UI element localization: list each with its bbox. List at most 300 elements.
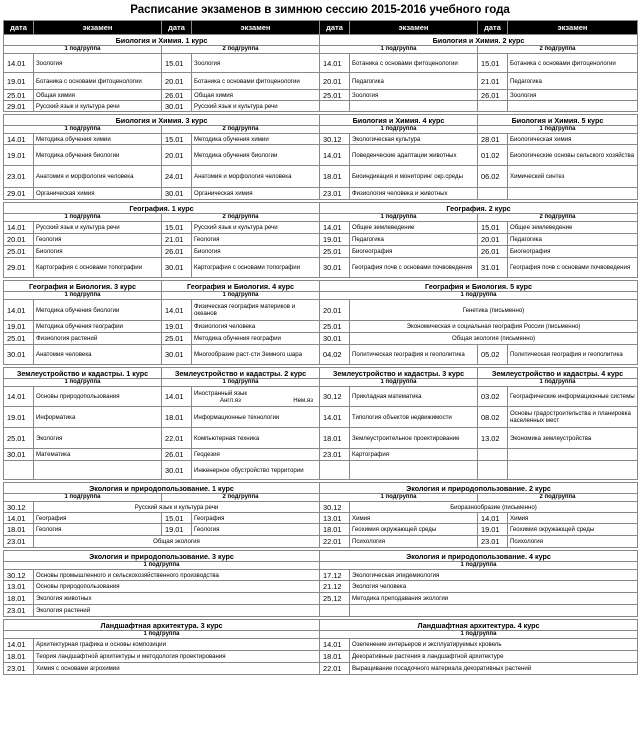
language-german: Нем.яз xyxy=(293,396,313,404)
section-title-row xyxy=(4,483,638,494)
exam-date: 18.01 xyxy=(320,651,350,663)
exam-date: 14.01 xyxy=(4,54,34,73)
exam-date: 25.01 xyxy=(320,321,350,333)
date-header: дата xyxy=(478,21,508,35)
exam-date: 14.01 xyxy=(320,54,350,73)
exam-subject: Физиология человека и животных xyxy=(350,188,478,200)
exam-subject: Экология растений xyxy=(34,605,320,617)
exam-subject: Педагогика xyxy=(350,73,478,90)
page-title: Расписание экзаменов в зимнюю сессию 2015-2016 учебного года xyxy=(130,4,510,16)
subgroup-label: 1 подгруппа xyxy=(320,214,478,222)
table-row xyxy=(4,536,638,548)
exam-subject xyxy=(508,101,638,112)
exam-subject: Архитектурная графика и основы композиции xyxy=(34,639,320,651)
section-title: Землеустройство и кадастры. 4 курс xyxy=(478,368,638,379)
exam-subject: Экономическая и социальная география России (письменно) xyxy=(350,321,638,333)
section-title-row xyxy=(4,281,638,292)
exam-date: 14.01 xyxy=(4,513,34,524)
section-title: Биология и Химия. 5 курс xyxy=(478,115,638,126)
table-row xyxy=(4,246,638,258)
exam-date: 18.01 xyxy=(4,651,34,663)
exam-subject: Декоративные растения в ландшафтной архитектуре xyxy=(350,651,638,663)
exam-date: 24.01 xyxy=(162,166,192,188)
exam-date xyxy=(478,188,508,200)
exam-date: 19.01 xyxy=(478,524,508,536)
exam-subject: Педагогика xyxy=(350,234,478,246)
exam-subject: Общая экология (письменно) xyxy=(350,333,638,345)
exam-header: экзамен xyxy=(34,21,162,35)
subgroup-label: 1 подгруппа xyxy=(320,494,478,502)
exam-subject: Геохимия окружающей среды xyxy=(350,524,478,536)
section-title-row xyxy=(4,551,638,562)
section-title-row xyxy=(4,203,638,214)
exam-subject: Ботаника с основами фитоценологии xyxy=(508,54,638,73)
section-title: География и Биология. 5 курс xyxy=(320,281,638,292)
section-title: Экология и природопользование. 3 курс xyxy=(4,551,320,562)
subgroup-row xyxy=(4,379,638,387)
exam-subject: Геология xyxy=(34,234,162,246)
exam-date: 14.01 xyxy=(478,513,508,524)
subgroup-label: 2 подгруппа xyxy=(478,214,638,222)
table-row xyxy=(4,258,638,278)
exam-date: 26.01 xyxy=(478,90,508,101)
exam-subject: Русский язык и культура речи xyxy=(192,101,320,112)
exam-date: 06.02 xyxy=(478,166,508,188)
exam-date: 18.01 xyxy=(162,407,192,428)
subgroup-label: 1 подгруппа xyxy=(4,292,162,300)
section-title: География. 2 курс xyxy=(320,203,638,214)
exam-date: 14.01 xyxy=(320,222,350,234)
exam-date: 15.01 xyxy=(162,134,192,145)
exam-date: 25.01 xyxy=(320,246,350,258)
exam-date: 30.01 xyxy=(162,461,192,480)
schedule-page xyxy=(3,0,637,675)
exam-date xyxy=(478,101,508,112)
exam-subject: Методика обучения химии xyxy=(192,134,320,145)
section-title: Землеустройство и кадастры. 3 курс xyxy=(320,368,478,379)
exam-date: 23.01 xyxy=(4,536,34,548)
exam-date: 26.01 xyxy=(162,449,192,461)
exam-date: 31.01 xyxy=(478,258,508,278)
section-title: Землеустройство и кадастры. 1 курс xyxy=(4,368,162,379)
exam-subject: Биогеография xyxy=(350,246,478,258)
table-row xyxy=(4,387,638,407)
table-row xyxy=(4,581,638,593)
exam-date: 30.12 xyxy=(320,502,350,513)
section-title: Экология и природопользование. 2 курс xyxy=(320,483,638,494)
exam-date: 18.01 xyxy=(4,593,34,605)
exam-date: 20.01 xyxy=(162,73,192,90)
subgroup-label: 1 подгруппа xyxy=(320,379,478,387)
exam-date: 23.01 xyxy=(4,663,34,675)
exam-subject xyxy=(350,101,478,112)
exam-subject: Методика обучения географии xyxy=(34,321,162,333)
exam-date: 20.01 xyxy=(4,234,34,246)
table-row xyxy=(4,345,638,365)
exam-date: 29.01 xyxy=(4,258,34,278)
table-row xyxy=(4,639,638,651)
exam-date: 30.01 xyxy=(162,258,192,278)
exam-schedule-table xyxy=(3,20,638,675)
exam-subject xyxy=(350,461,478,480)
header-row xyxy=(4,21,638,35)
subgroup-label: 1 подгруппа xyxy=(320,126,478,134)
exam-date: 14.01 xyxy=(4,639,34,651)
exam-subject: Педагогика xyxy=(508,73,638,90)
exam-date: 18.01 xyxy=(320,428,350,449)
subgroup-label: 2 подгруппа xyxy=(162,214,320,222)
exam-date: 14.01 xyxy=(162,387,192,407)
exam-header: экзамен xyxy=(192,21,320,35)
exam-date: 20.01 xyxy=(320,73,350,90)
section-title-row xyxy=(4,35,638,46)
exam-date xyxy=(320,461,350,480)
subgroup-row xyxy=(4,46,638,54)
subgroup-row xyxy=(4,631,638,639)
exam-subject: Физиология человека xyxy=(192,321,320,333)
exam-subject: Биология xyxy=(34,246,162,258)
exam-subject: Психология xyxy=(350,536,478,548)
exam-subject: Ботаника с основами фитоценологии xyxy=(350,54,478,73)
exam-subject: Политическая география и геополитика xyxy=(350,345,478,365)
exam-date: 30.01 xyxy=(4,449,34,461)
exam-date: 30.01 xyxy=(4,345,34,365)
exam-subject: Геология xyxy=(192,524,320,536)
subgroup-label: 1 подгруппа xyxy=(4,379,162,387)
exam-subject: Психология xyxy=(508,536,638,548)
exam-subject: География xyxy=(192,513,320,524)
table-row xyxy=(4,524,638,536)
exam-date: 14.01 xyxy=(4,134,34,145)
exam-date: 18.01 xyxy=(4,524,34,536)
exam-date: 19.01 xyxy=(320,234,350,246)
exam-subject: Картография xyxy=(350,449,478,461)
exam-subject: Биологические основы сельского хозяйства xyxy=(508,145,638,166)
exam-subject: Основы природопользования xyxy=(34,387,162,407)
exam-date: 04.02 xyxy=(320,345,350,365)
exam-header: экзамен xyxy=(508,21,638,35)
exam-date: 30.12 xyxy=(4,570,34,581)
exam-subject: Общая химия xyxy=(192,90,320,101)
exam-date: 19.01 xyxy=(4,407,34,428)
table-row xyxy=(4,321,638,333)
exam-date: 19.01 xyxy=(4,145,34,166)
exam-subject: Ботаника с основами фитоценологии xyxy=(192,73,320,90)
exam-subject: Химия с основами агрохимии xyxy=(34,663,320,675)
exam-date: 18.01 xyxy=(320,524,350,536)
exam-subject: Методика обучения биологии xyxy=(34,145,162,166)
exam-date: 13.02 xyxy=(478,428,508,449)
exam-date xyxy=(320,101,350,112)
exam-subject: Методика обучения биологии xyxy=(192,145,320,166)
exam-date: 26.01 xyxy=(162,90,192,101)
exam-date: 21.12 xyxy=(320,581,350,593)
exam-date: 13.01 xyxy=(320,513,350,524)
subgroup-row xyxy=(4,126,638,134)
exam-date: 23.01 xyxy=(320,188,350,200)
exam-subject xyxy=(508,449,638,461)
exam-subject: Ботаника с основами фитоценологии xyxy=(34,73,162,90)
table-row xyxy=(4,222,638,234)
exam-subject: Основы градостроительства и планировка населенных мест xyxy=(508,407,638,428)
exam-date: 19.01 xyxy=(4,73,34,90)
exam-subject: География xyxy=(34,513,162,524)
table-row xyxy=(4,300,638,321)
exam-date: 19.01 xyxy=(4,321,34,333)
exam-date: 30.12 xyxy=(4,502,34,513)
exam-date: 29.01 xyxy=(4,188,34,200)
subgroup-label: 2 подгруппа xyxy=(162,126,320,134)
exam-subject: Биоразнообразие (письменно) xyxy=(350,502,638,513)
subgroup-label: 2 подгруппа xyxy=(478,494,638,502)
date-header: дата xyxy=(320,21,350,35)
exam-date: 30.12 xyxy=(320,134,350,145)
exam-subject: Общее землеведение xyxy=(508,222,638,234)
exam-subject: География почв с основами почвоведения xyxy=(508,258,638,278)
date-header: дата xyxy=(162,21,192,35)
exam-date: 03.02 xyxy=(478,387,508,407)
table-row xyxy=(4,651,638,663)
section-title: Землеустройство и кадастры. 2 курс xyxy=(162,368,320,379)
table-row xyxy=(4,90,638,101)
exam-date: 20.01 xyxy=(478,234,508,246)
exam-subject: Общая экология xyxy=(34,536,320,548)
exam-subject: Геохимия окружающей среды xyxy=(508,524,638,536)
exam-subject xyxy=(192,387,320,407)
exam-subject: Математика xyxy=(34,449,162,461)
exam-date: 17.12 xyxy=(320,570,350,581)
exam-date: 14.01 xyxy=(4,387,34,407)
subgroup-row xyxy=(4,562,638,570)
subgroup-label: 1 подгруппа xyxy=(320,292,638,300)
exam-date: 19.01 xyxy=(162,321,192,333)
date-header: дата xyxy=(4,21,34,35)
table-row xyxy=(4,166,638,188)
table-row xyxy=(4,73,638,90)
subgroup-label: 1 подгруппа xyxy=(478,379,638,387)
exam-subject: Компьютерная техника xyxy=(192,428,320,449)
exam-subject: Биологическая химия xyxy=(508,134,638,145)
exam-subject xyxy=(508,461,638,480)
table-row xyxy=(4,188,638,200)
exam-subject: Инженерное обустройство территории xyxy=(192,461,320,480)
table-row xyxy=(4,428,638,449)
exam-subject: Поведенческие адаптации животных xyxy=(350,145,478,166)
exam-subject: Основы промышленного и сельскохозяйственного производства xyxy=(34,570,320,581)
exam-subject: Общее землеведение xyxy=(350,222,478,234)
exam-subject: Биоиндикация и мониторинг окр.среды xyxy=(350,166,478,188)
exam-date: 30.01 xyxy=(320,333,350,345)
exam-subject xyxy=(350,605,638,617)
table-row xyxy=(4,234,638,246)
exam-date: 23.01 xyxy=(478,536,508,548)
exam-date: 08.02 xyxy=(478,407,508,428)
language-english: Англ.яз xyxy=(220,396,241,404)
exam-date: 25.01 xyxy=(320,90,350,101)
exam-subject: Экологическая культура xyxy=(350,134,478,145)
exam-date: 18.01 xyxy=(320,166,350,188)
exam-subject: Зоология xyxy=(508,90,638,101)
section-title: География и Биология. 3 курс xyxy=(4,281,162,292)
exam-date: 20.01 xyxy=(320,300,350,321)
exam-subject: Методика обучения биологии xyxy=(34,300,162,321)
language-options xyxy=(194,397,317,404)
exam-subject: Русский язык и культура речи xyxy=(34,502,320,513)
exam-date: 28.01 xyxy=(478,134,508,145)
exam-subject: Анатомия и морфология человека xyxy=(192,166,320,188)
exam-subject: Географические информационные системы xyxy=(508,387,638,407)
exam-subject: Биогеография xyxy=(508,246,638,258)
subgroup-label: 1 подгруппа xyxy=(4,494,162,502)
exam-subject: Геодезия xyxy=(192,449,320,461)
exam-date: 13.01 xyxy=(4,581,34,593)
exam-date: 30.01 xyxy=(162,345,192,365)
exam-subject: География почв с основами почвоведения xyxy=(350,258,478,278)
section-title: Биология и Химия. 3 курс xyxy=(4,115,320,126)
exam-date: 25.01 xyxy=(4,428,34,449)
exam-subject: Анатомия человека xyxy=(34,345,162,365)
exam-date: 25.01 xyxy=(4,333,34,345)
exam-subject: Экология человека xyxy=(350,581,638,593)
exam-subject: Методика обучения географии xyxy=(192,333,320,345)
exam-subject: Общая химия xyxy=(34,90,162,101)
subgroup-label: 1 подгруппа xyxy=(478,126,638,134)
table-row xyxy=(4,134,638,145)
section-title-row xyxy=(4,368,638,379)
exam-subject: Физическая география материков и океанов xyxy=(192,300,320,321)
subgroup-label: 1 подгруппа xyxy=(4,126,162,134)
exam-subject: Биология xyxy=(192,246,320,258)
table-row xyxy=(4,593,638,605)
exam-date: 26.01 xyxy=(478,246,508,258)
exam-subject: Прикладная математика xyxy=(350,387,478,407)
exam-subject: Органическая химия xyxy=(192,188,320,200)
exam-date: 05.02 xyxy=(478,345,508,365)
subgroup-row xyxy=(4,214,638,222)
exam-date: 21.01 xyxy=(478,73,508,90)
table-row xyxy=(4,54,638,73)
exam-date: 22.01 xyxy=(162,428,192,449)
exam-date: 25.01 xyxy=(4,246,34,258)
exam-subject: Выращивание посадочного материала декоративных растений xyxy=(350,663,638,675)
table-row xyxy=(4,663,638,675)
exam-subject: Основы природопользования xyxy=(34,581,320,593)
exam-subject: Экономика землеустройства xyxy=(508,428,638,449)
exam-date: 22.01 xyxy=(320,663,350,675)
exam-subject: Педагогика xyxy=(508,234,638,246)
subgroup-row xyxy=(4,292,638,300)
exam-date: 23.01 xyxy=(4,166,34,188)
exam-subject: Землеустроительное проектирование xyxy=(350,428,478,449)
exam-subject xyxy=(34,461,162,480)
exam-subject: Анатомия и морфология человека xyxy=(34,166,162,188)
exam-subject: Физиология растений xyxy=(34,333,162,345)
exam-subject-label: Иностранный язык xyxy=(194,389,248,397)
exam-date: 30.12 xyxy=(320,387,350,407)
exam-subject: Экологическая эпидемиология xyxy=(350,570,638,581)
exam-date: 15.01 xyxy=(478,54,508,73)
section-title: Биология и Химия. 1 курс xyxy=(4,35,320,46)
exam-date: 01.02 xyxy=(478,145,508,166)
exam-subject: Типология объектов недвижимости xyxy=(350,407,478,428)
exam-date: 14.01 xyxy=(320,639,350,651)
exam-date xyxy=(4,461,34,480)
section-title: География и Биология. 4 курс xyxy=(162,281,320,292)
section-title-row xyxy=(4,620,638,631)
table-row xyxy=(4,502,638,513)
exam-date: 15.01 xyxy=(478,222,508,234)
exam-date: 29.01 xyxy=(4,101,34,112)
table-row xyxy=(4,407,638,428)
exam-subject: Зоология xyxy=(192,54,320,73)
exam-date: 30.01 xyxy=(162,101,192,112)
section-title-row xyxy=(4,115,638,126)
exam-date: 30.01 xyxy=(320,258,350,278)
exam-subject: Картография с основами топографии xyxy=(192,258,320,278)
exam-subject: Картография с основами топографии xyxy=(34,258,162,278)
exam-subject: Русский язык и культура речи xyxy=(192,222,320,234)
table-row xyxy=(4,449,638,461)
exam-date: 14.01 xyxy=(4,300,34,321)
section-title: Биология и Химия. 4 курс xyxy=(320,115,478,126)
section-title: Ландшафтная архитектура. 4 курс xyxy=(320,620,638,631)
exam-date: 25.01 xyxy=(162,333,192,345)
subgroup-label: 1 подгруппа xyxy=(4,631,320,639)
exam-date xyxy=(320,605,350,617)
subgroup-label: 1 подгруппа xyxy=(320,46,478,54)
exam-subject xyxy=(508,188,638,200)
exam-subject: Теория ландшафтной архитектуры и методология проектирования xyxy=(34,651,320,663)
table-row xyxy=(4,145,638,166)
subgroup-label: 1 подгруппа xyxy=(4,46,162,54)
section-title: Экология и природопользование. 1 курс xyxy=(4,483,320,494)
table-row xyxy=(4,605,638,617)
section-title: География. 1 курс xyxy=(4,203,320,214)
exam-subject: Информатика xyxy=(34,407,162,428)
table-row xyxy=(4,461,638,480)
exam-subject: Методика обучения химии xyxy=(34,134,162,145)
table-row xyxy=(4,101,638,112)
exam-date: 20.01 xyxy=(162,145,192,166)
section-title: Ландшафтная архитектура. 3 курс xyxy=(4,620,320,631)
exam-date: 21.01 xyxy=(162,234,192,246)
exam-subject: Зоология xyxy=(350,90,478,101)
subgroup-label: 1 подгруппа xyxy=(4,214,162,222)
exam-date: 25.12 xyxy=(320,593,350,605)
exam-subject: Геология xyxy=(192,234,320,246)
subgroup-label: 1 подгруппа xyxy=(320,631,638,639)
exam-date: 23.01 xyxy=(4,605,34,617)
exam-subject: Химия xyxy=(350,513,478,524)
exam-date: 30.01 xyxy=(162,188,192,200)
subgroup-label: 2 подгруппа xyxy=(162,494,320,502)
exam-date: 15.01 xyxy=(162,513,192,524)
exam-subject: Генетика (письменно) xyxy=(350,300,638,321)
exam-subject: Экология xyxy=(34,428,162,449)
table-row xyxy=(4,333,638,345)
exam-date: 26.01 xyxy=(162,246,192,258)
exam-subject: Геология xyxy=(34,524,162,536)
exam-date: 15.01 xyxy=(162,54,192,73)
table-row xyxy=(4,513,638,524)
subgroup-label: 1 подгруппа xyxy=(320,562,638,570)
exam-subject: Озеленение интерьеров и эксплуатируемых кровель xyxy=(350,639,638,651)
exam-date: 25.01 xyxy=(4,90,34,101)
exam-date: 22.01 xyxy=(320,536,350,548)
exam-subject: Многообразие раст-сти Земного шара xyxy=(192,345,320,365)
subgroup-label: 2 подгруппа xyxy=(478,46,638,54)
exam-date: 23.01 xyxy=(320,449,350,461)
